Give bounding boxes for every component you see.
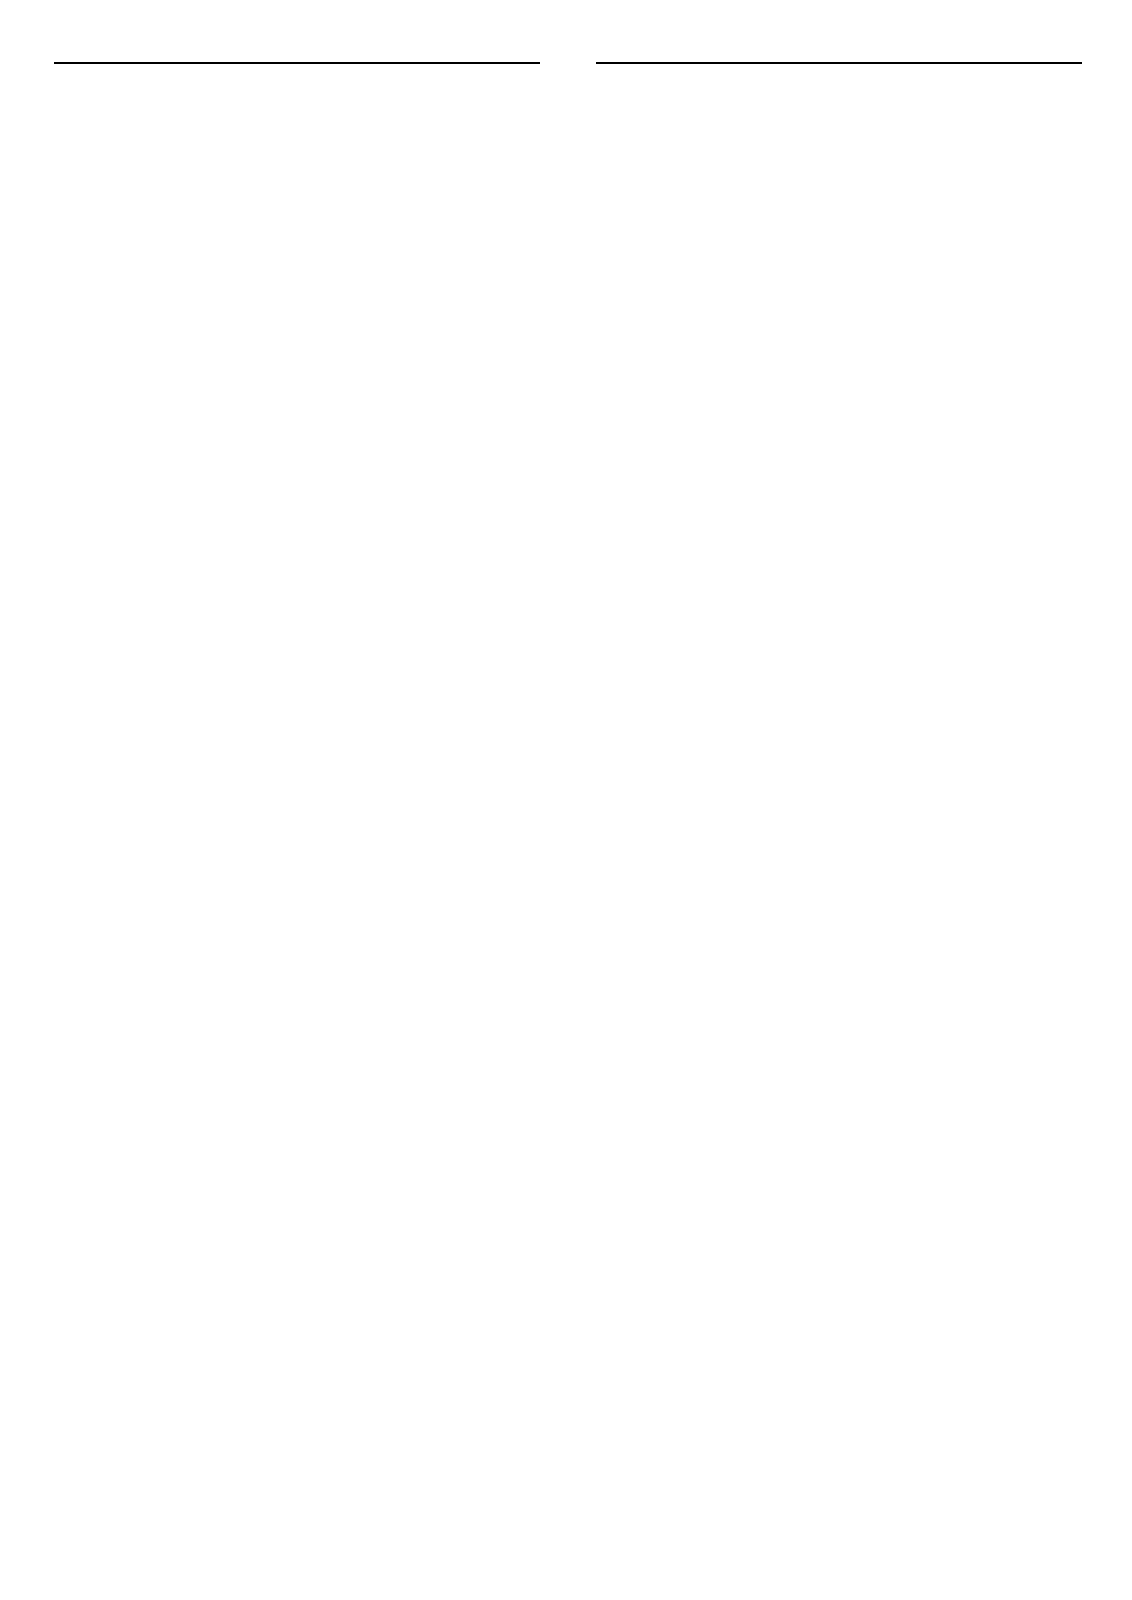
section-divider — [54, 62, 540, 64]
section-divider — [596, 62, 1082, 64]
left-column — [54, 62, 540, 72]
right-column — [596, 62, 1082, 72]
